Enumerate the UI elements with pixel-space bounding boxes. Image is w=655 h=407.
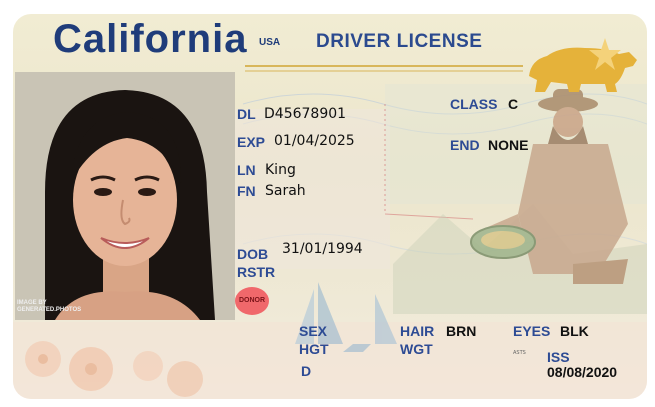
- svg-text:ASTS: ASTS: [513, 350, 526, 356]
- class-value: C: [508, 96, 519, 112]
- dl-value: D45678901: [264, 106, 347, 122]
- dl-label: DL: [237, 106, 256, 122]
- donor-badge: DONOR: [235, 287, 269, 315]
- end-label: END: [450, 137, 480, 153]
- photo-watermark: IMAGE BY GENERATED.PHOTOS: [17, 300, 82, 313]
- fn-label: FN: [237, 183, 256, 199]
- sex-label: SEX: [299, 323, 328, 339]
- iss-value: 08/08/2020: [547, 364, 618, 380]
- fn-value: Sarah: [265, 183, 306, 199]
- rstr-label: RSTR: [237, 264, 276, 280]
- california-bear-icon: [521, 32, 641, 96]
- dob-label: DOB: [237, 246, 269, 262]
- state-title: California: [53, 17, 248, 61]
- dob-value: 31/01/1994: [282, 241, 363, 257]
- country-label: USA: [259, 37, 281, 48]
- eyes-label: EYES: [513, 323, 551, 339]
- dd-label: D: [301, 363, 312, 379]
- hair-label: HAIR: [400, 323, 435, 339]
- wgt-label: WGT: [400, 341, 433, 357]
- exp-value: 01/04/2025: [274, 133, 355, 149]
- ln-label: LN: [237, 162, 256, 178]
- ln-value: King: [265, 162, 296, 178]
- holder-photo: [15, 72, 235, 320]
- document-type: DRIVER LICENSE: [316, 31, 483, 52]
- end-value: NONE: [488, 137, 529, 153]
- exp-label: EXP: [237, 134, 266, 150]
- class-label: CLASS: [450, 96, 498, 112]
- eyes-value: BLK: [560, 323, 589, 339]
- hgt-label: HGT: [299, 341, 329, 357]
- license-card: [13, 14, 647, 399]
- iss-label: ISS: [547, 349, 570, 365]
- hair-value: BRN: [446, 323, 477, 339]
